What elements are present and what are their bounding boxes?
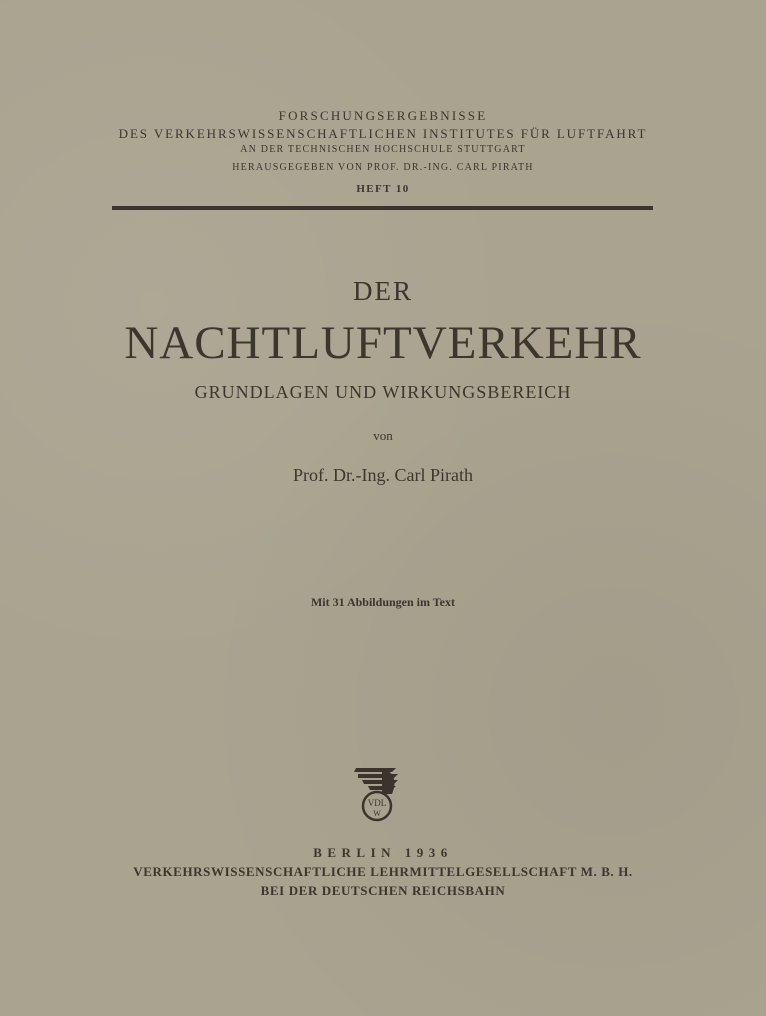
series-school: AN DER TECHNISCHEN HOCHSCHULE STUTTGART [240, 144, 526, 155]
series-title: FORSCHUNGSERGEBNISSE [278, 108, 488, 123]
header-rule [112, 206, 653, 210]
illustrations-note: Mit 31 Abbildungen im Text [310, 595, 456, 609]
place-and-year: BERLIN 1936 [313, 845, 453, 860]
author-name: Prof. Dr.-Ing. Carl Pirath [293, 465, 473, 485]
title-article: DER [353, 276, 413, 306]
svg-text:W: W [373, 809, 381, 818]
book-subtitle: GRUNDLAGEN UND WIRKUNGSBEREICH [194, 382, 572, 402]
by-line: von [373, 428, 393, 443]
svg-text:VDL: VDL [367, 798, 387, 808]
series-institute: DES VERKEHRSWISSENSCHAFTLICHEN INSTITUTES FÜR LUFTFAHRT [118, 126, 648, 141]
vdl-winged-emblem-icon [352, 764, 402, 822]
series-issue-number: HEFT 10 [356, 183, 410, 195]
series-editor: HERAUSGEGEBEN VON PROF. DR.-ING. CARL PIRATH [232, 162, 534, 173]
book-title: NACHTLUFTVERKEHR [124, 317, 642, 369]
publisher-affiliation: BEI DER DEUTSCHEN REICHSBAHN [260, 883, 506, 898]
publisher-name: VERKEHRSWISSENSCHAFTLICHE LEHRMITTELGESELLSCHAFT M. B. H. [133, 864, 633, 879]
